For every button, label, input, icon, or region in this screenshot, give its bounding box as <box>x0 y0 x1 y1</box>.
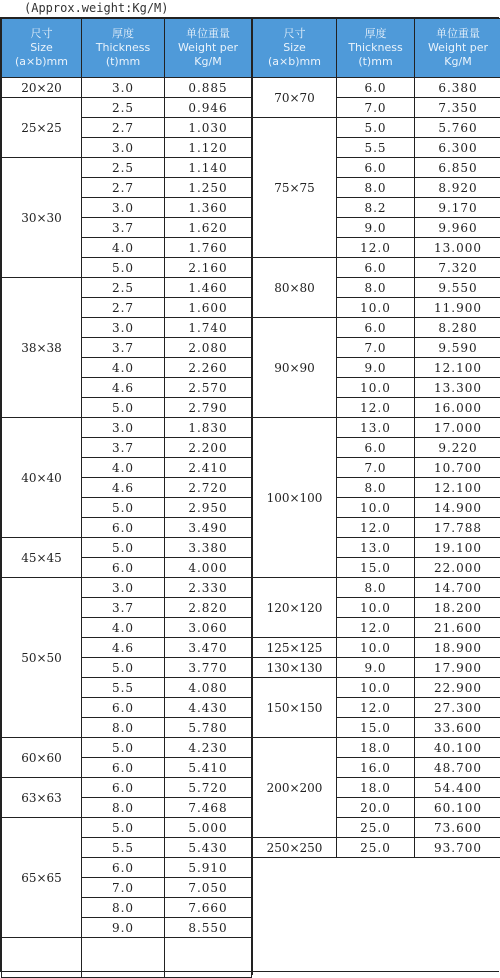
weight-cell: 22.900 <box>415 678 500 698</box>
thickness-cell: 3.7 <box>82 338 165 358</box>
thickness-header-cn: 厚度 <box>82 27 164 41</box>
weight-cell: 7.320 <box>415 258 500 278</box>
weight-cell: 4.430 <box>165 698 252 718</box>
thickness-cell: 6.0 <box>82 698 165 718</box>
thickness-header-en: Thickness <box>337 41 414 55</box>
weight-header-unit: Kg/M <box>415 55 500 69</box>
thickness-cell: 12.0 <box>337 518 415 538</box>
weight-cell: 21.600 <box>415 618 500 638</box>
weight-tables <box>0 17 499 972</box>
weight-cell: 7.350 <box>415 98 500 118</box>
right-table-body <box>253 78 500 976</box>
weight-cell: 4.230 <box>165 738 252 758</box>
weight-cell: 6.380 <box>415 78 500 98</box>
left-table-body <box>2 78 252 978</box>
thickness-cell: 3.0 <box>82 138 165 158</box>
right-header-row <box>253 19 500 78</box>
size-cell: 100×100 <box>253 418 337 578</box>
thickness-cell: 5.0 <box>82 498 165 518</box>
size-header-cn: 尺寸 <box>253 27 336 41</box>
weight-cell: 8.920 <box>415 178 500 198</box>
thickness-cell: 4.0 <box>82 238 165 258</box>
thickness-cell: 2.5 <box>82 158 165 178</box>
weight-header-en: Weight per <box>165 41 251 55</box>
blank-filler-row <box>253 858 500 976</box>
size-cell: 75×75 <box>253 118 337 258</box>
thickness-cell: 7.0 <box>82 878 165 898</box>
thickness-column-header <box>337 19 415 78</box>
weight-cell: 3.380 <box>165 538 252 558</box>
thickness-cell: 7.0 <box>337 98 415 118</box>
weight-cell: 5.430 <box>165 838 252 858</box>
weight-cell: 18.900 <box>415 638 500 658</box>
thickness-header-cn: 厚度 <box>337 27 414 41</box>
thickness-cell: 2.7 <box>82 298 165 318</box>
table-row <box>253 638 500 658</box>
size-cell: 25×25 <box>2 98 82 158</box>
thickness-cell: 5.5 <box>82 838 165 858</box>
size-cell: 70×70 <box>253 78 337 118</box>
right-weight-table <box>252 18 500 975</box>
thickness-cell: 6.0 <box>82 518 165 538</box>
table-row <box>253 658 500 678</box>
thickness-cell: 3.7 <box>82 218 165 238</box>
weight-cell: 4.000 <box>165 558 252 578</box>
weight-cell: 17.788 <box>415 518 500 538</box>
size-header-unit: (a×b)mm <box>2 55 81 69</box>
size-column-header <box>253 19 337 78</box>
weight-column-header <box>415 19 500 78</box>
thickness-cell: 13.0 <box>337 418 415 438</box>
weight-cell: 4.080 <box>165 678 252 698</box>
weight-header-cn: 单位重量 <box>165 27 251 41</box>
weight-cell: 17.900 <box>415 658 500 678</box>
thickness-cell: 10.0 <box>337 378 415 398</box>
thickness-cell: 8.0 <box>82 898 165 918</box>
weight-cell: 13.000 <box>415 238 500 258</box>
size-cell: 125×125 <box>253 638 337 658</box>
thickness-cell: 6.0 <box>82 558 165 578</box>
weight-cell: 6.300 <box>415 138 500 158</box>
weight-cell: 17.000 <box>415 418 500 438</box>
weight-cell: 12.100 <box>415 358 500 378</box>
weight-cell: 11.900 <box>415 298 500 318</box>
weight-cell: 2.330 <box>165 578 252 598</box>
size-cell: 65×65 <box>2 818 82 938</box>
thickness-cell: 4.0 <box>82 618 165 638</box>
thickness-cell: 18.0 <box>337 738 415 758</box>
weight-cell: 1.140 <box>165 158 252 178</box>
weight-header-cn: 单位重量 <box>415 27 500 41</box>
table-row <box>253 838 500 858</box>
weight-cell: 9.550 <box>415 278 500 298</box>
table-row <box>253 578 500 598</box>
weight-cell: 5.910 <box>165 858 252 878</box>
thickness-cell: 7.0 <box>337 458 415 478</box>
size-cell: 250×250 <box>253 838 337 858</box>
thickness-cell: 6.0 <box>82 758 165 778</box>
size-cell: 50×50 <box>2 578 82 738</box>
weight-cell: 2.820 <box>165 598 252 618</box>
weight-cell: 9.170 <box>415 198 500 218</box>
weight-cell: 54.400 <box>415 778 500 798</box>
thickness-cell: 9.0 <box>337 358 415 378</box>
thickness-cell: 10.0 <box>337 498 415 518</box>
weight-cell: 2.410 <box>165 458 252 478</box>
weight-cell: 2.720 <box>165 478 252 498</box>
thickness-cell: 3.0 <box>82 78 165 98</box>
weight-cell: 5.760 <box>415 118 500 138</box>
thickness-cell: 2.5 <box>82 278 165 298</box>
thickness-cell: 2.5 <box>82 98 165 118</box>
thickness-cell: 8.0 <box>337 178 415 198</box>
weight-cell: 1.620 <box>165 218 252 238</box>
thickness-cell: 5.0 <box>82 658 165 678</box>
thickness-column-header <box>82 19 165 78</box>
thickness-cell: 12.0 <box>337 698 415 718</box>
size-cell: 20×20 <box>2 78 82 98</box>
weight-cell: 5.410 <box>165 758 252 778</box>
thickness-cell: 10.0 <box>337 678 415 698</box>
left-header-row <box>2 19 252 78</box>
weight-cell: 0.946 <box>165 98 252 118</box>
thickness-cell: 3.0 <box>82 198 165 218</box>
thickness-cell: 5.0 <box>82 398 165 418</box>
thickness-cell: 2.7 <box>82 178 165 198</box>
size-cell: 38×38 <box>2 278 82 418</box>
thickness-cell: 6.0 <box>337 438 415 458</box>
weight-cell: 7.468 <box>165 798 252 818</box>
table-row <box>2 158 252 178</box>
table-row <box>253 418 500 438</box>
weight-cell: 9.590 <box>415 338 500 358</box>
weight-cell: 19.100 <box>415 538 500 558</box>
left-weight-table <box>1 18 252 978</box>
thickness-cell: 20.0 <box>337 798 415 818</box>
size-cell: 150×150 <box>253 678 337 738</box>
size-cell: 30×30 <box>2 158 82 278</box>
weight-unit-caption: (Approx.weight:Kg/M) <box>0 0 500 17</box>
thickness-cell: 5.0 <box>82 738 165 758</box>
thickness-cell: 2.7 <box>82 118 165 138</box>
thickness-cell: 15.0 <box>337 718 415 738</box>
table-row <box>253 318 500 338</box>
thickness-header-unit: (t)mm <box>337 55 414 69</box>
thickness-cell: 15.0 <box>337 558 415 578</box>
thickness-cell: 8.0 <box>82 718 165 738</box>
thickness-cell: 18.0 <box>337 778 415 798</box>
table-row <box>253 258 500 278</box>
thickness-cell: 10.0 <box>337 598 415 618</box>
size-header-cn: 尺寸 <box>2 27 81 41</box>
table-row <box>2 738 252 758</box>
weight-cell: 22.000 <box>415 558 500 578</box>
thickness-cell: 6.0 <box>337 158 415 178</box>
size-cell: 63×63 <box>2 778 82 818</box>
weight-cell: 33.600 <box>415 718 500 738</box>
thickness-cell: 4.0 <box>82 358 165 378</box>
weight-header-en: Weight per <box>415 41 500 55</box>
size-cell: 130×130 <box>253 658 337 678</box>
thickness-cell: 6.0 <box>82 778 165 798</box>
thickness-cell: 8.0 <box>337 578 415 598</box>
table-row <box>2 278 252 298</box>
weight-cell: 9.220 <box>415 438 500 458</box>
size-header-unit: (a×b)mm <box>253 55 336 69</box>
size-cell: 80×80 <box>253 258 337 318</box>
weight-cell: 9.960 <box>415 218 500 238</box>
size-cell: 40×40 <box>2 418 82 538</box>
thickness-cell: 9.0 <box>82 918 165 938</box>
thickness-cell: 4.6 <box>82 378 165 398</box>
weight-cell: 3.470 <box>165 638 252 658</box>
thickness-cell: 8.0 <box>337 278 415 298</box>
thickness-cell: 3.7 <box>82 438 165 458</box>
weight-cell: 93.700 <box>415 838 500 858</box>
weight-cell: 73.600 <box>415 818 500 838</box>
weight-cell: 12.100 <box>415 478 500 498</box>
thickness-cell: 9.0 <box>337 658 415 678</box>
weight-cell: 2.570 <box>165 378 252 398</box>
size-cell: 120×120 <box>253 578 337 638</box>
thickness-cell: 6.0 <box>337 258 415 278</box>
thickness-cell: 16.0 <box>337 758 415 778</box>
weight-cell: 1.120 <box>165 138 252 158</box>
weight-cell: 1.030 <box>165 118 252 138</box>
thickness-cell: 5.0 <box>82 258 165 278</box>
thickness-cell: 3.0 <box>82 418 165 438</box>
thickness-cell: 4.0 <box>82 458 165 478</box>
thickness-cell: 25.0 <box>337 818 415 838</box>
thickness-cell: 5.0 <box>82 538 165 558</box>
thickness-cell: 12.0 <box>337 618 415 638</box>
weight-cell: 3.060 <box>165 618 252 638</box>
table-row <box>2 578 252 598</box>
weight-cell: 10.700 <box>415 458 500 478</box>
thickness-cell: 13.0 <box>337 538 415 558</box>
weight-cell: 40.100 <box>415 738 500 758</box>
size-cell: 90×90 <box>253 318 337 418</box>
weight-cell: 2.160 <box>165 258 252 278</box>
table-row <box>253 738 500 758</box>
thickness-cell: 25.0 <box>337 838 415 858</box>
table-row <box>2 538 252 558</box>
thickness-cell: 5.5 <box>337 138 415 158</box>
weight-cell: 1.250 <box>165 178 252 198</box>
thickness-cell: 4.6 <box>82 638 165 658</box>
thickness-cell: 10.0 <box>337 638 415 658</box>
table-row <box>2 78 252 98</box>
thickness-cell: 6.0 <box>337 318 415 338</box>
weight-cell: 1.740 <box>165 318 252 338</box>
thickness-cell: 8.0 <box>337 478 415 498</box>
weight-cell: 5.000 <box>165 818 252 838</box>
weight-cell: 13.300 <box>415 378 500 398</box>
weight-cell: 5.720 <box>165 778 252 798</box>
thickness-cell: 6.0 <box>337 78 415 98</box>
table-row <box>2 418 252 438</box>
thickness-cell: 3.0 <box>82 578 165 598</box>
weight-cell: 2.950 <box>165 498 252 518</box>
thickness-cell: 12.0 <box>337 238 415 258</box>
table-row <box>2 818 252 838</box>
thickness-cell: 8.2 <box>337 198 415 218</box>
thickness-cell: 6.0 <box>82 858 165 878</box>
weight-cell: 1.460 <box>165 278 252 298</box>
weight-cell: 7.660 <box>165 898 252 918</box>
blank-cell <box>253 858 500 976</box>
table-row <box>2 778 252 798</box>
weight-cell: 3.770 <box>165 658 252 678</box>
weight-cell: 2.200 <box>165 438 252 458</box>
size-column-header <box>2 19 82 78</box>
weight-cell: 14.700 <box>415 578 500 598</box>
weight-cell: 6.850 <box>415 158 500 178</box>
size-header-en: Size <box>2 41 81 55</box>
weight-cell: 2.260 <box>165 358 252 378</box>
table-row <box>253 78 500 98</box>
weight-cell: 1.760 <box>165 238 252 258</box>
thickness-cell: 3.7 <box>82 598 165 618</box>
thickness-header-en: Thickness <box>82 41 164 55</box>
weight-cell: 27.300 <box>415 698 500 718</box>
thickness-cell: 5.5 <box>82 678 165 698</box>
thickness-header-unit: (t)mm <box>82 55 164 69</box>
thickness-cell: 10.0 <box>337 298 415 318</box>
weight-cell: 7.050 <box>165 878 252 898</box>
weight-cell: 48.700 <box>415 758 500 778</box>
size-cell: 60×60 <box>2 738 82 778</box>
weight-cell: 5.780 <box>165 718 252 738</box>
size-cell: 200×200 <box>253 738 337 838</box>
weight-cell: 14.900 <box>415 498 500 518</box>
thickness-cell: 4.6 <box>82 478 165 498</box>
weight-column-header <box>165 19 252 78</box>
weight-header-unit: Kg/M <box>165 55 251 69</box>
table-row <box>253 118 500 138</box>
weight-cell: 16.000 <box>415 398 500 418</box>
weight-cell: 2.790 <box>165 398 252 418</box>
thickness-cell: 7.0 <box>337 338 415 358</box>
table-row <box>2 98 252 118</box>
size-header-en: Size <box>253 41 336 55</box>
thickness-cell: 5.0 <box>337 118 415 138</box>
weight-cell: 18.200 <box>415 598 500 618</box>
weight-cell: 1.830 <box>165 418 252 438</box>
thickness-cell: 9.0 <box>337 218 415 238</box>
weight-cell: 8.550 <box>165 918 252 938</box>
weight-cell: 1.360 <box>165 198 252 218</box>
weight-cell: 2.080 <box>165 338 252 358</box>
size-cell: 45×45 <box>2 538 82 578</box>
weight-cell: 1.600 <box>165 298 252 318</box>
weight-cell: 8.280 <box>415 318 500 338</box>
weight-cell: 60.100 <box>415 798 500 818</box>
thickness-cell: 3.0 <box>82 318 165 338</box>
thickness-cell: 8.0 <box>82 798 165 818</box>
weight-cell: 3.490 <box>165 518 252 538</box>
weight-cell: 0.885 <box>165 78 252 98</box>
thickness-cell: 5.0 <box>82 818 165 838</box>
thickness-cell: 12.0 <box>337 398 415 418</box>
table-row <box>253 678 500 698</box>
